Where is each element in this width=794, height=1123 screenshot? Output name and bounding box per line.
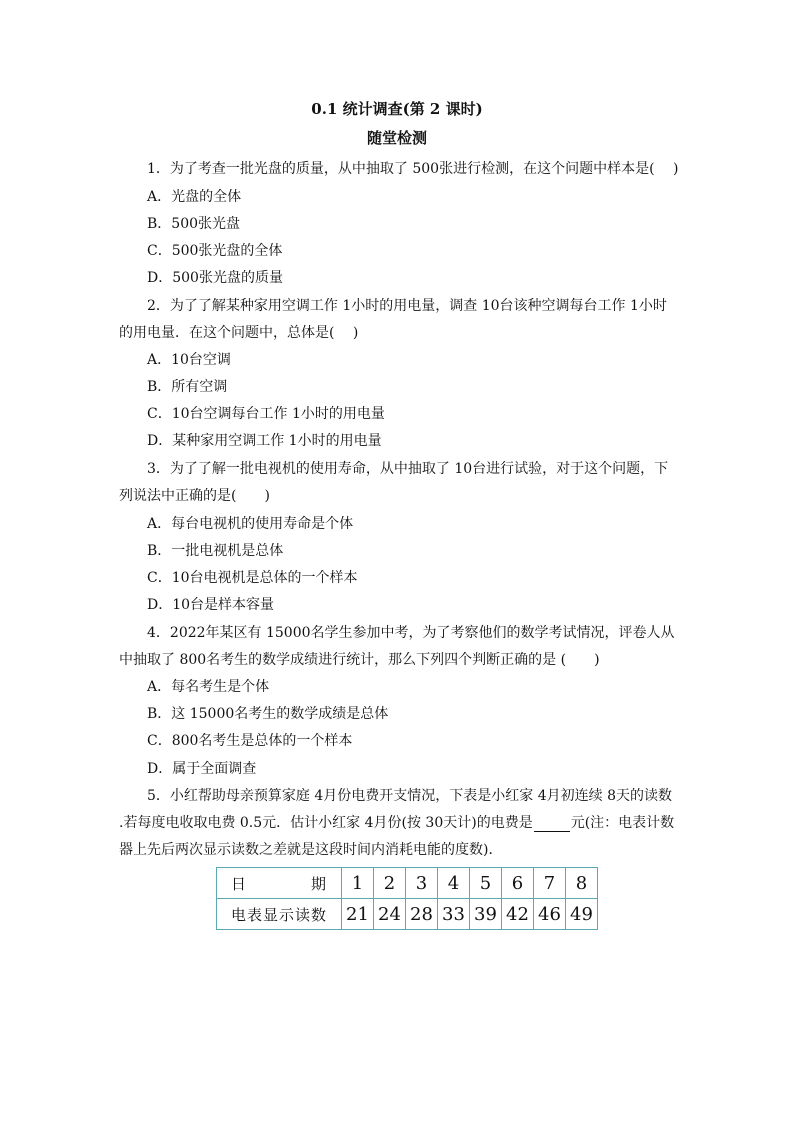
table-cell-day: 4 <box>438 868 470 899</box>
meter-readings-table <box>216 867 598 930</box>
date-label-part2: 期 <box>310 874 327 893</box>
q2-option-d: D．某种家用空调工作 1小时的用电量 <box>147 433 382 449</box>
q5-stem-line2-part1: .若每度电收取电费 0.5元．估计小红家 4月份(按 30天计)的电费是 <box>119 815 533 831</box>
q2-stem-line1: 2．为了了解某种家用空调工作 1小时的用电量，调查 10台该种空调每台工作 1小时 <box>147 298 667 314</box>
q2-option-b: B．所有空调 <box>147 379 228 395</box>
table-cell-day: 5 <box>470 868 502 899</box>
q2-option-c: C．10台空调每台工作 1小时的用电量 <box>147 406 385 422</box>
table-cell-reading: 39 <box>470 899 502 930</box>
table-cell-reading: 24 <box>374 899 406 930</box>
q2-option-a: A．10台空调 <box>147 352 231 368</box>
table-cell-day: 3 <box>406 868 438 899</box>
table-header-reading: 电表显示读数 <box>217 899 342 930</box>
q5-stem-line2 <box>119 812 674 832</box>
q5-stem-line2-part2: 元(注：电表计数 <box>570 815 675 831</box>
q1-option-c: C．500张光盘的全体 <box>147 243 283 259</box>
table-cell-day: 7 <box>534 868 566 899</box>
table-cell-day: 8 <box>566 868 598 899</box>
q3-stem-line2: 列说法中正确的是( ) <box>119 488 270 504</box>
section-subtitle: 随堂检测 <box>366 129 427 147</box>
table-cell-reading: 42 <box>502 899 534 930</box>
table-header-date <box>217 868 342 899</box>
table-cell-reading: 33 <box>438 899 470 930</box>
table-cell-reading: 28 <box>406 899 438 930</box>
q2-stem-line2: 的用电量．在这个问题中，总体是( ) <box>119 325 359 341</box>
q1-option-a: A．光盘的全体 <box>147 189 242 205</box>
q4-stem-line2: 中抽取了 800名考生的数学成绩进行统计，那么下列四个判断正确的是 ( ) <box>119 652 600 668</box>
table-row-readings <box>217 899 598 930</box>
q5-stem-line3: 器上先后两次显示读数之差就是这段时间内消耗电能的度数)． <box>119 842 503 858</box>
date-label-part1: 日 <box>231 874 248 893</box>
q5-stem-line1: 5．小红帮助母亲预算家庭 4月份电费开支情况，下表是小红家 4月初连续 8天的读数 <box>147 788 672 804</box>
q4-option-d: D．属于全面调查 <box>147 761 257 777</box>
q4-option-a: A．每名考生是个体 <box>147 679 270 695</box>
q4-stem-line1: 4．2022年某区有 15000名学生参加中考，为了考察他们的数学考试情况，评卷人从 <box>147 625 675 641</box>
q3-option-c: C．10台电视机是总体的一个样本 <box>147 570 358 586</box>
table-cell-day: 1 <box>342 868 374 899</box>
q1-option-b: B．500张光盘 <box>147 216 241 232</box>
table-cell-reading: 21 <box>342 899 374 930</box>
q3-option-b: B．一批电视机是总体 <box>147 543 284 559</box>
q3-option-d: D．10台是样本容量 <box>147 597 275 613</box>
q1-stem: 1．为了考查一批光盘的质量，从中抽取了 500张进行检测，在这个问题中样本是( ) <box>147 161 679 177</box>
q4-option-b: B．这 15000名考生的数学成绩是总体 <box>147 706 389 722</box>
q1-option-d: D．500张光盘的质量 <box>147 270 283 286</box>
table-cell-reading: 49 <box>566 899 598 930</box>
q3-stem-line1: 3．为了了解一批电视机的使用寿命，从中抽取了 10台进行试验，对于这个问题，下 <box>147 461 669 477</box>
table-cell-day: 6 <box>502 868 534 899</box>
table-cell-reading: 46 <box>534 899 566 930</box>
answer-blank <box>534 817 570 832</box>
q3-option-a: A．每台电视机的使用寿命是个体 <box>147 516 354 532</box>
table-cell-day: 2 <box>374 868 406 899</box>
table-row-days <box>217 868 598 899</box>
page-title: 0.1 统计调查(第 2 课时) <box>311 100 483 118</box>
q4-option-c: C．800名考生是总体的一个样本 <box>147 733 353 749</box>
